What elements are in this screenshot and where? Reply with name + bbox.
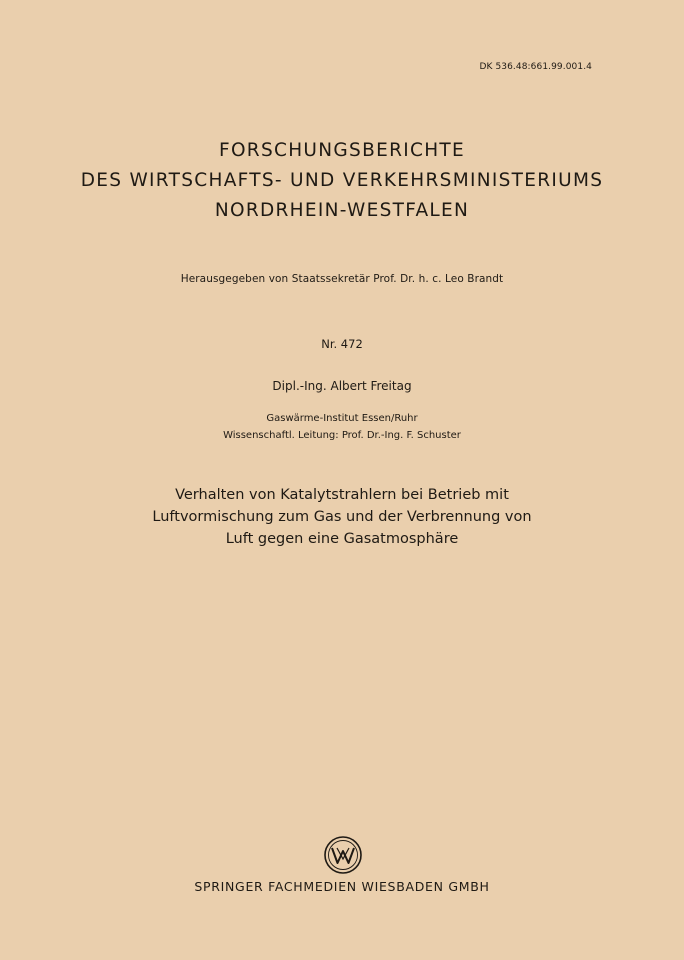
volume-number: Nr. 472	[321, 337, 363, 351]
report-title-line-1: Verhalten von Katalytstrahlern bei Betrieb mit	[175, 487, 509, 503]
publisher-name: SPRINGER FACHMEDIEN WIESBADEN GMBH	[194, 879, 490, 894]
series-title	[0, 136, 684, 226]
institute-line-1: Gaswärme-Institut Essen/Ruhr	[266, 413, 418, 424]
report-title-line-3: Luft gegen eine Gasatmosphäre	[225, 531, 459, 547]
author-name: Dipl.-Ing. Albert Freitag	[272, 379, 412, 393]
publisher-logo-icon	[323, 835, 363, 875]
series-title-line-1: FORSCHUNGSBERICHTE	[219, 140, 465, 161]
report-title-line-2: Luftvormischung zum Gas und der Verbrennung von	[152, 509, 532, 525]
series-title-line-2: DES WIRTSCHAFTS- UND VERKEHRSMINISTERIUMS	[80, 170, 604, 191]
report-title	[0, 484, 684, 550]
institute-line-2: Wissenschaftl. Leitung: Prof. Dr.-Ing. F. Schuster	[223, 430, 461, 441]
series-title-line-3: NORDRHEIN-WESTFALEN	[214, 200, 470, 221]
institute-block	[0, 410, 684, 444]
editor-line: Herausgegeben von Staatssekretär Prof. Dr. h. c. Leo Brandt	[180, 273, 504, 285]
classification-code: DK 536.48:661.99.001.4	[479, 62, 592, 72]
